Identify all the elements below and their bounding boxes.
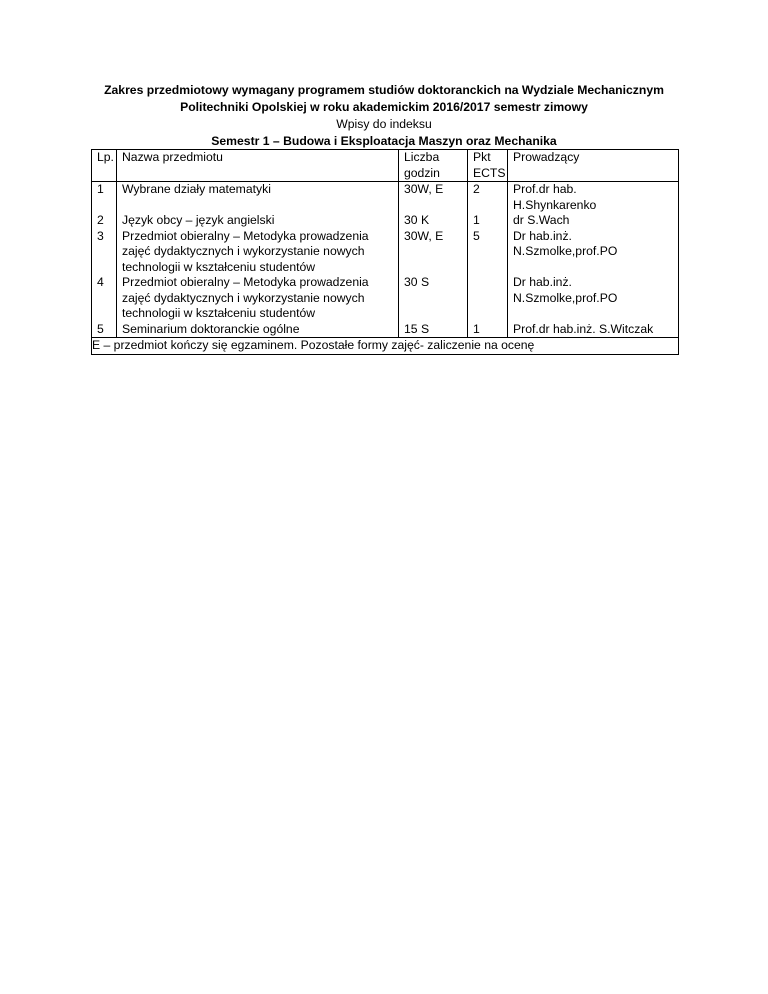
semester-heading: Semestr 1 – Budowa i Eksploatacja Maszyn oraz Mechanika: [211, 134, 557, 148]
cell-hours: 30 S: [399, 275, 468, 322]
cell-ects: 2: [468, 182, 508, 214]
header-lp: Lp.: [92, 150, 117, 182]
table-footnote: E – przedmiot kończy się egzaminem. Pozostałe formy zajęć- zaliczenie na ocenę: [92, 338, 679, 355]
header-lecturer: Prowadzący: [508, 150, 679, 182]
cell-name: Wybrane działy matematyki: [117, 182, 399, 214]
header-ects: Pkt ECTS: [468, 150, 508, 182]
table-footnote-row: [92, 338, 679, 355]
table-header-row: [92, 150, 679, 182]
header-hours: Liczba godzin: [399, 150, 468, 182]
cell-ects: 1: [468, 322, 508, 338]
cell-ects: 1: [468, 213, 508, 229]
cell-hours: 30W, E: [399, 229, 468, 276]
cell-name: Przedmiot obieralny – Metodyka prowadzenia zajęć dydaktycznych i wykorzystanie nowych technologii w kształceniu studentów: [117, 229, 399, 276]
cell-lecturer: Prof.dr hab. H.Shynkarenko: [508, 182, 679, 214]
table-row: [92, 275, 679, 322]
table-row: [92, 322, 679, 338]
document-title-line-1: Zakres przedmiotowy wymagany programem studiów doktoranckich na Wydziale Mechanicznym: [104, 83, 664, 97]
cell-name: Seminarium doktoranckie ogólne: [117, 322, 399, 338]
cell-lecturer: Dr hab.inż. N.Szmolke,prof.PO: [508, 229, 679, 276]
table-row: [92, 229, 679, 276]
cell-lp: 3: [92, 229, 117, 276]
cell-name: Przedmiot obieralny – Metodyka prowadzenia zajęć dydaktycznych i wykorzystanie nowych technologii w kształceniu studentów: [117, 275, 399, 322]
cell-ects: 5: [468, 229, 508, 276]
cell-lecturer: Dr hab.inż. N.Szmolke,prof.PO: [508, 275, 679, 322]
cell-lp: 4: [92, 275, 117, 322]
cell-lp: 2: [92, 213, 117, 229]
cell-hours: 30W, E: [399, 182, 468, 214]
document-subtitle: Wpisy do indeksu: [336, 117, 432, 131]
cell-lp: 5: [92, 322, 117, 338]
cell-hours: 15 S: [399, 322, 468, 338]
cell-lecturer: dr S.Wach: [508, 213, 679, 229]
cell-hours: 30 K: [399, 213, 468, 229]
table-row: [92, 213, 679, 229]
cell-lp: 1: [92, 182, 117, 214]
header-name: Nazwa przedmiotu: [117, 150, 399, 182]
cell-ects: [468, 275, 508, 322]
table-row: [92, 182, 679, 214]
cell-lecturer: Prof.dr hab.inż. S.Witczak: [508, 322, 679, 338]
document-title-line-2: Politechniki Opolskiej w roku akademickim 2016/2017 semestr zimowy: [180, 100, 588, 114]
courses-table: [91, 149, 679, 355]
cell-name: Język obcy – język angielski: [117, 213, 399, 229]
